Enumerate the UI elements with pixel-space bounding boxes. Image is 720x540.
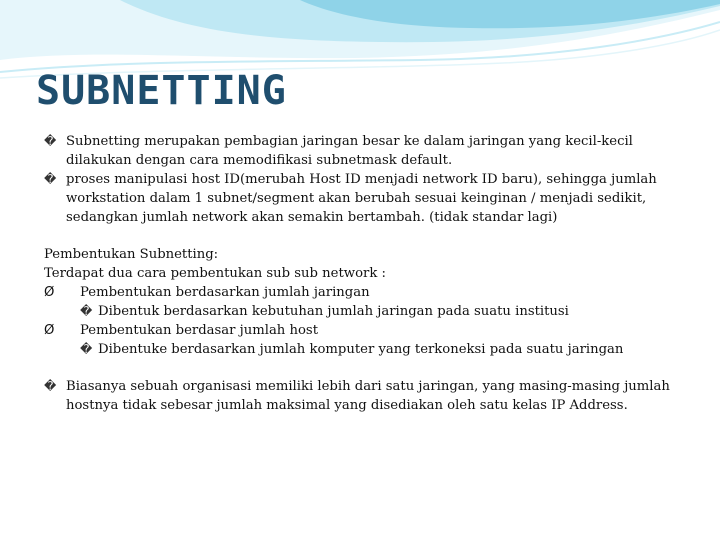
bullet-icon: � <box>80 304 93 318</box>
bullet-text: Biasanya sebuah organisasi memiliki lebih dari satu jaringan, yang masing-masing jumlah hostnya tidak sebesar jumlah maksimal yang disediakan oleh satu kelas IP Address. <box>66 379 670 413</box>
method-item <box>44 283 684 302</box>
bullet-icon: � <box>44 134 57 148</box>
arrow-bullet-icon: Ø <box>44 285 55 300</box>
method-detail <box>44 302 684 321</box>
bullet-icon: � <box>44 379 57 393</box>
bullet-item <box>44 170 684 227</box>
section-intro: Terdapat dua cara pembentukan sub sub network : <box>44 266 386 281</box>
slide-title: SUBNETTING <box>36 68 287 114</box>
method-detail-text: Dibentuk berdasarkan kebutuhan jumlah jaringan pada suatu institusi <box>98 304 569 319</box>
method-detail-text: Dibentuke berdasarkan jumlah komputer yang terkoneksi pada suatu jaringan <box>98 342 624 357</box>
method-item <box>44 321 684 340</box>
method-label: Pembentukan berdasar jumlah host <box>80 323 318 338</box>
slide-content <box>44 132 684 415</box>
section-heading: Pembentukan Subnetting: <box>44 247 219 262</box>
bullet-item <box>44 377 684 415</box>
bullet-icon: � <box>44 172 57 186</box>
method-detail <box>44 340 684 359</box>
method-label: Pembentukan berdasarkan jumlah jaringan <box>80 285 370 300</box>
arrow-bullet-icon: Ø <box>44 323 55 338</box>
bullet-item <box>44 132 684 170</box>
bullet-text: Subnetting merupakan pembagian jaringan besar ke dalam jaringan yang kecil-kecil dilakukan dengan cara memodifikasi subnetmask default. <box>66 134 633 168</box>
bullet-text: proses manipulasi host ID(merubah Host ID menjadi network ID baru), sehingga jumlah workstation dalam 1 subnet/segment akan berubah sesuai keinginan / menjadi sedikit, sedangkan jumlah network akan semakin bertambah. (tidak standar lagi) <box>66 172 657 225</box>
bullet-icon: � <box>80 342 93 356</box>
